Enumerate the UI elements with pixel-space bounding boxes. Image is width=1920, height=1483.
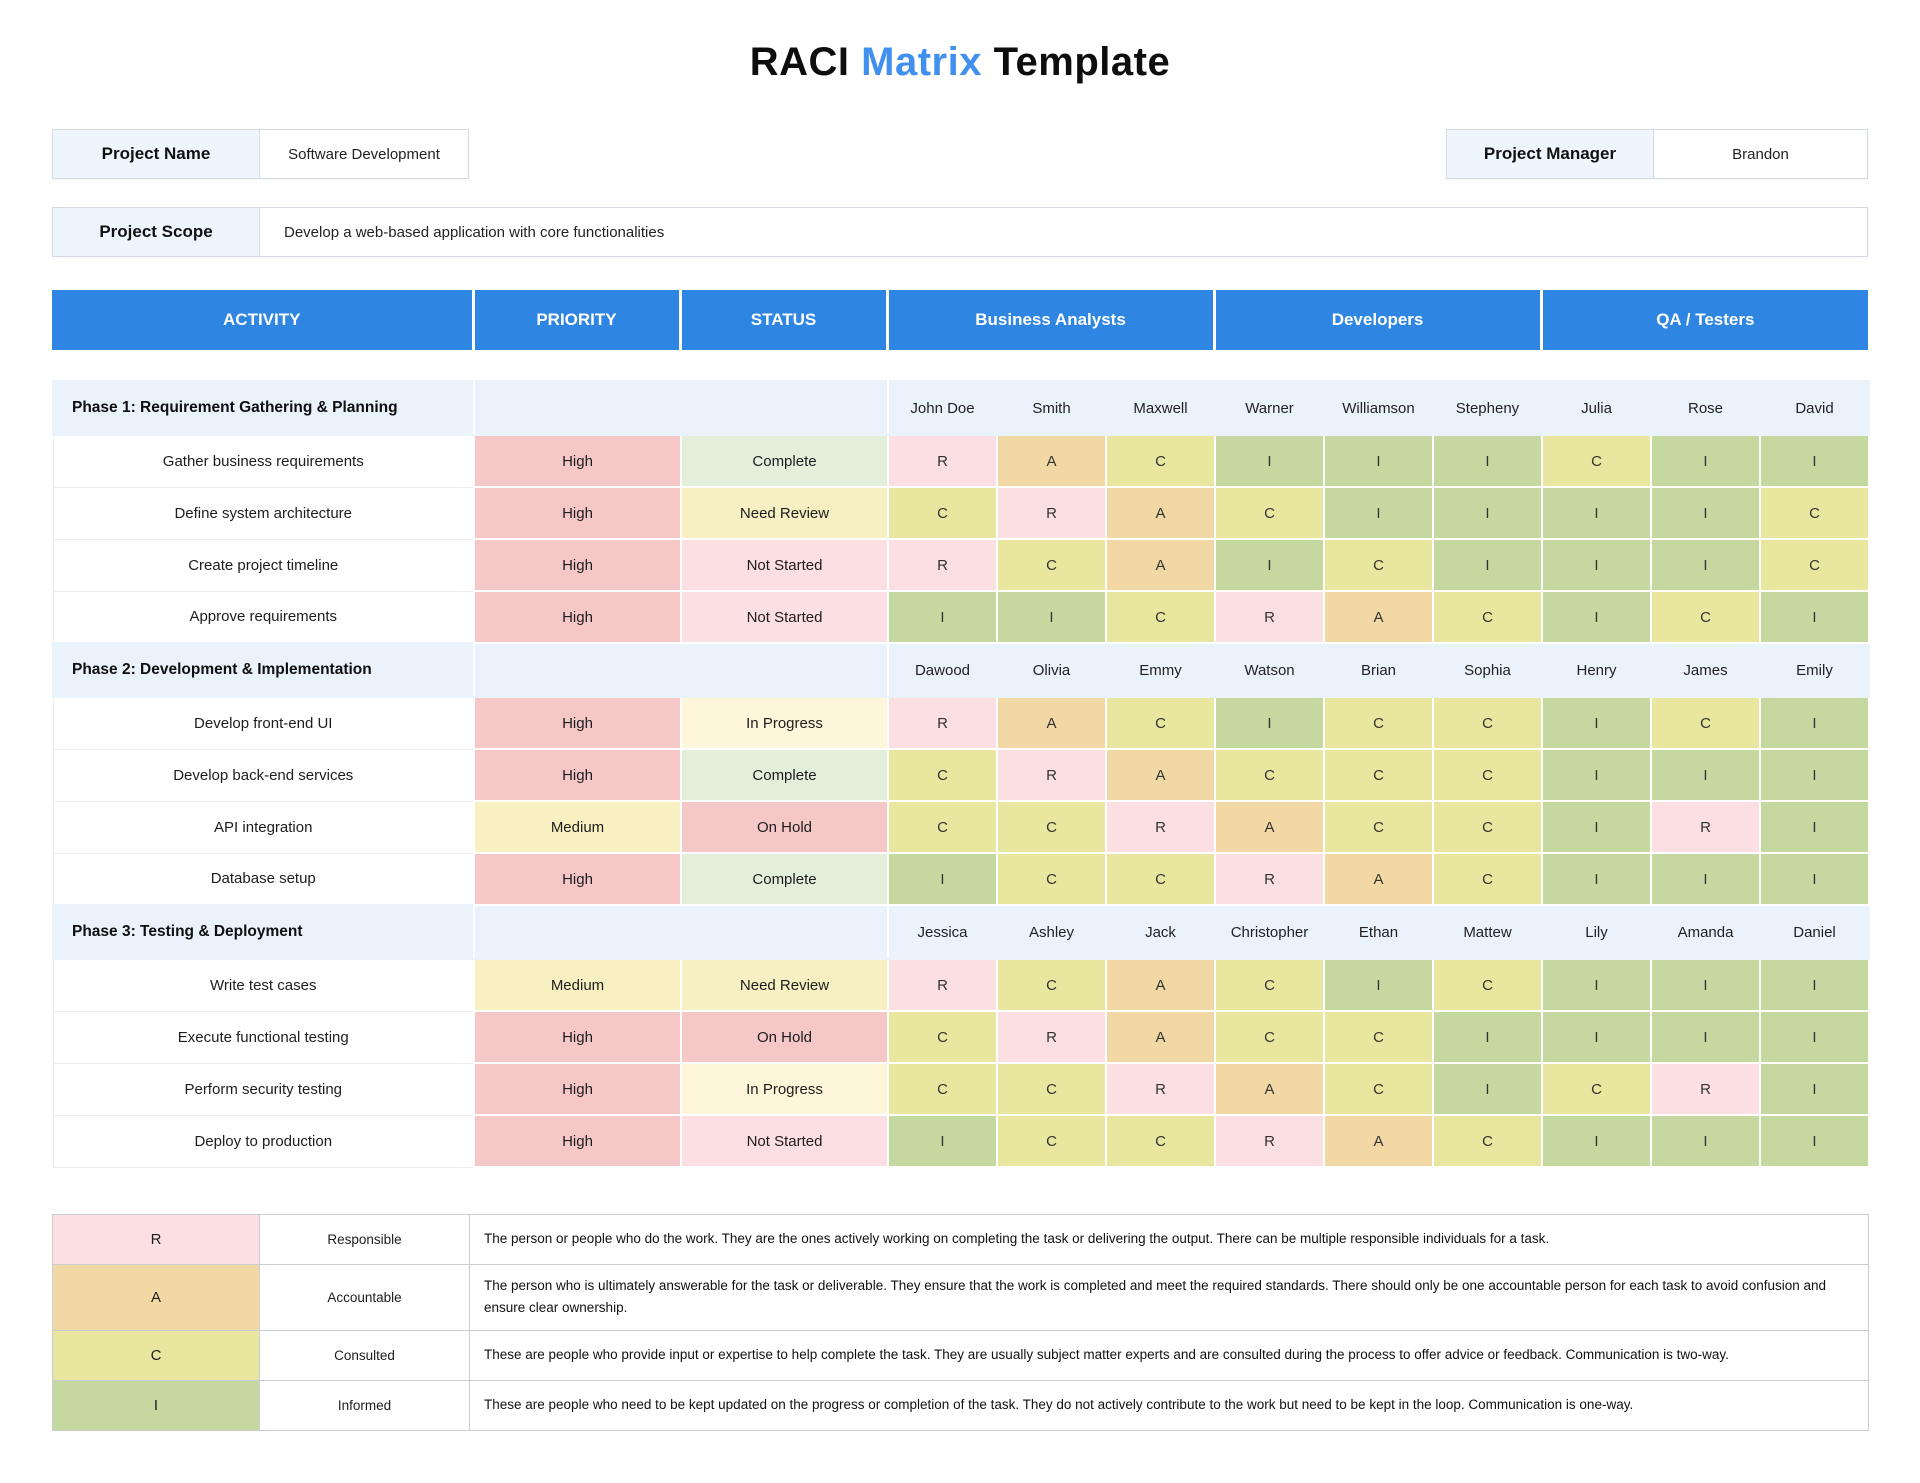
person-name: Lily bbox=[1542, 905, 1651, 959]
person-name: Ethan bbox=[1324, 905, 1433, 959]
activity-row bbox=[53, 1011, 1869, 1063]
matrix-header-table bbox=[52, 290, 1868, 350]
raci-cell: I bbox=[1651, 487, 1760, 539]
raci-cell: C bbox=[1215, 959, 1324, 1011]
raci-cell: C bbox=[1324, 801, 1433, 853]
activity-row bbox=[53, 435, 1869, 487]
column-header-status: STATUS bbox=[680, 290, 887, 350]
priority-cell: High bbox=[474, 697, 681, 749]
raci-cell: C bbox=[1106, 853, 1215, 905]
legend-name: Responsible bbox=[260, 1215, 470, 1265]
phase-spacer bbox=[474, 643, 888, 697]
raci-cell: C bbox=[1215, 749, 1324, 801]
raci-cell: R bbox=[997, 1011, 1106, 1063]
matrix-body bbox=[53, 381, 1869, 1167]
activity-row bbox=[53, 591, 1869, 643]
activity-row bbox=[53, 1063, 1869, 1115]
person-name: Julia bbox=[1542, 381, 1651, 435]
priority-cell: High bbox=[474, 1011, 681, 1063]
activity-row bbox=[53, 487, 1869, 539]
person-name: Ashley bbox=[997, 905, 1106, 959]
raci-cell: R bbox=[1106, 1063, 1215, 1115]
activity-row bbox=[53, 539, 1869, 591]
person-name: John Doe bbox=[888, 381, 997, 435]
priority-cell: Medium bbox=[474, 801, 681, 853]
project-manager-box bbox=[1446, 129, 1868, 179]
raci-cell: I bbox=[1542, 853, 1651, 905]
activity-label: Deploy to production bbox=[53, 1115, 474, 1167]
activity-row bbox=[53, 749, 1869, 801]
raci-cell: I bbox=[1542, 749, 1651, 801]
legend-description: These are people who provide input or expertise to help complete the task. They are usually subject matter experts and are consulted during the process to offer advice or feedback. Communication is two-way. bbox=[470, 1330, 1869, 1380]
status-cell: Not Started bbox=[681, 1115, 888, 1167]
raci-cell: C bbox=[1433, 591, 1542, 643]
raci-cell: R bbox=[1215, 1115, 1324, 1167]
raci-cell: A bbox=[1106, 487, 1215, 539]
legend-description: The person or people who do the work. They are the ones actively working on completing the task or delivering the output. There can be multiple responsible individuals for a task. bbox=[470, 1215, 1869, 1265]
person-name: James bbox=[1651, 643, 1760, 697]
raci-cell: I bbox=[1651, 749, 1760, 801]
raci-cell: I bbox=[1651, 1115, 1760, 1167]
activity-row bbox=[53, 801, 1869, 853]
title-part-raci: RACI bbox=[749, 40, 850, 84]
raci-cell: I bbox=[1651, 539, 1760, 591]
status-cell: Complete bbox=[681, 853, 888, 905]
legend-swatch: A bbox=[53, 1265, 260, 1331]
phase-spacer bbox=[474, 381, 888, 435]
raci-cell: C bbox=[888, 1011, 997, 1063]
person-name: Emily bbox=[1760, 643, 1869, 697]
raci-cell: C bbox=[1324, 749, 1433, 801]
raci-cell: C bbox=[1106, 435, 1215, 487]
raci-cell: R bbox=[997, 487, 1106, 539]
raci-cell: R bbox=[1651, 801, 1760, 853]
project-manager-label: Project Manager bbox=[1447, 130, 1654, 178]
raci-cell: R bbox=[1215, 591, 1324, 643]
legend-swatch: C bbox=[53, 1330, 260, 1380]
raci-cell: A bbox=[1106, 539, 1215, 591]
priority-cell: High bbox=[474, 1115, 681, 1167]
status-cell: Not Started bbox=[681, 591, 888, 643]
group-header-business-analysts: Business Analysts bbox=[887, 290, 1214, 350]
project-name-label: Project Name bbox=[53, 130, 260, 178]
person-name: Sophia bbox=[1433, 643, 1542, 697]
project-name-box bbox=[52, 129, 469, 179]
raci-cell: C bbox=[1651, 697, 1760, 749]
phase-title: Phase 1: Requirement Gathering & Planning bbox=[53, 381, 474, 435]
raci-cell: A bbox=[997, 435, 1106, 487]
activity-label: Gather business requirements bbox=[53, 435, 474, 487]
raci-cell: I bbox=[1760, 959, 1869, 1011]
raci-cell: C bbox=[1651, 591, 1760, 643]
raci-cell: C bbox=[997, 959, 1106, 1011]
person-name: Brian bbox=[1324, 643, 1433, 697]
person-name: Olivia bbox=[997, 643, 1106, 697]
raci-cell: R bbox=[888, 539, 997, 591]
activity-label: Database setup bbox=[53, 853, 474, 905]
activity-row bbox=[53, 959, 1869, 1011]
raci-cell: I bbox=[1324, 435, 1433, 487]
raci-cell: C bbox=[1106, 591, 1215, 643]
raci-cell: I bbox=[1651, 1011, 1760, 1063]
legend-swatch: I bbox=[53, 1380, 260, 1430]
priority-cell: High bbox=[474, 487, 681, 539]
legend-row bbox=[53, 1265, 1869, 1331]
raci-cell: I bbox=[1760, 435, 1869, 487]
page-title bbox=[52, 0, 1868, 85]
activity-label: Approve requirements bbox=[53, 591, 474, 643]
raci-cell: C bbox=[1324, 1011, 1433, 1063]
raci-cell: I bbox=[1542, 959, 1651, 1011]
status-cell: On Hold bbox=[681, 1011, 888, 1063]
activity-row bbox=[53, 853, 1869, 905]
activity-label: Define system architecture bbox=[53, 487, 474, 539]
legend-description: These are people who need to be kept updated on the progress or completion of the task. They do not actively contribute to the work but need to be kept in the loop. Communication is one-way. bbox=[470, 1380, 1869, 1430]
raci-cell: C bbox=[1760, 539, 1869, 591]
person-name: Mattew bbox=[1433, 905, 1542, 959]
priority-cell: High bbox=[474, 749, 681, 801]
priority-cell: High bbox=[474, 539, 681, 591]
raci-cell: R bbox=[1651, 1063, 1760, 1115]
raci-cell: C bbox=[1324, 539, 1433, 591]
raci-cell: A bbox=[1324, 1115, 1433, 1167]
legend-description: The person who is ultimately answerable for the task or deliverable. They ensure that the work is completed and meet the required standards. There should only be one accountable person for each task to avoid confusion and ensure clear ownership. bbox=[470, 1265, 1869, 1331]
raci-cell: I bbox=[1760, 853, 1869, 905]
raci-cell: A bbox=[1324, 853, 1433, 905]
raci-cell: C bbox=[1324, 1063, 1433, 1115]
raci-cell: I bbox=[1760, 1115, 1869, 1167]
priority-cell: High bbox=[474, 591, 681, 643]
person-name: Watson bbox=[1215, 643, 1324, 697]
raci-cell: I bbox=[1433, 435, 1542, 487]
person-name: Jessica bbox=[888, 905, 997, 959]
raci-cell: I bbox=[1542, 1115, 1651, 1167]
project-scope-box bbox=[52, 207, 1868, 257]
activity-label: Develop front-end UI bbox=[53, 697, 474, 749]
phase-header-row bbox=[53, 643, 1869, 697]
raci-cell: I bbox=[1215, 539, 1324, 591]
phase-title: Phase 3: Testing & Deployment bbox=[53, 905, 474, 959]
raci-cell: A bbox=[1215, 1063, 1324, 1115]
matrix-header-row bbox=[52, 290, 1868, 350]
person-name: Williamson bbox=[1324, 381, 1433, 435]
phase-header-row bbox=[53, 905, 1869, 959]
raci-cell: C bbox=[1215, 1011, 1324, 1063]
person-name: Amanda bbox=[1651, 905, 1760, 959]
status-cell: On Hold bbox=[681, 801, 888, 853]
raci-cell: A bbox=[1324, 591, 1433, 643]
person-name: Smith bbox=[997, 381, 1106, 435]
group-header-qa-testers: QA / Testers bbox=[1541, 290, 1868, 350]
raci-cell: R bbox=[888, 959, 997, 1011]
legend-body bbox=[53, 1215, 1869, 1431]
raci-cell: R bbox=[997, 749, 1106, 801]
raci-cell: C bbox=[997, 801, 1106, 853]
status-cell: Need Review bbox=[681, 487, 888, 539]
person-name: Warner bbox=[1215, 381, 1324, 435]
person-name: David bbox=[1760, 381, 1869, 435]
person-name: Maxwell bbox=[1106, 381, 1215, 435]
group-header-developers: Developers bbox=[1214, 290, 1541, 350]
raci-cell: I bbox=[1433, 487, 1542, 539]
person-name: Henry bbox=[1542, 643, 1651, 697]
project-scope-value: Develop a web-based application with core functionalities bbox=[284, 223, 665, 241]
raci-cell: C bbox=[1433, 853, 1542, 905]
raci-cell: C bbox=[888, 487, 997, 539]
raci-cell: C bbox=[888, 801, 997, 853]
legend-name: Accountable bbox=[260, 1265, 470, 1331]
raci-cell: I bbox=[1651, 959, 1760, 1011]
legend-row bbox=[53, 1380, 1869, 1430]
status-cell: Complete bbox=[681, 435, 888, 487]
raci-cell: I bbox=[1651, 435, 1760, 487]
raci-cell: C bbox=[1106, 1115, 1215, 1167]
activity-label: Write test cases bbox=[53, 959, 474, 1011]
raci-cell: A bbox=[1106, 959, 1215, 1011]
raci-cell: I bbox=[1760, 1011, 1869, 1063]
person-name: Jack bbox=[1106, 905, 1215, 959]
phase-spacer bbox=[474, 905, 888, 959]
person-name: Stepheny bbox=[1433, 381, 1542, 435]
raci-cell: A bbox=[1215, 801, 1324, 853]
raci-cell: R bbox=[1106, 801, 1215, 853]
raci-cell: I bbox=[1215, 697, 1324, 749]
raci-cell: I bbox=[1324, 959, 1433, 1011]
legend-name: Consulted bbox=[260, 1330, 470, 1380]
raci-cell: C bbox=[997, 853, 1106, 905]
raci-cell: I bbox=[1542, 539, 1651, 591]
raci-cell: I bbox=[888, 853, 997, 905]
person-name: Emmy bbox=[1106, 643, 1215, 697]
raci-legend-table bbox=[52, 1214, 1869, 1431]
raci-cell: C bbox=[888, 1063, 997, 1115]
raci-cell: A bbox=[1106, 1011, 1215, 1063]
raci-cell: C bbox=[1324, 697, 1433, 749]
legend-name: Informed bbox=[260, 1380, 470, 1430]
activity-label: API integration bbox=[53, 801, 474, 853]
raci-cell: I bbox=[1651, 853, 1760, 905]
status-cell: In Progress bbox=[681, 1063, 888, 1115]
raci-cell: C bbox=[1433, 1115, 1542, 1167]
raci-cell: I bbox=[1542, 1011, 1651, 1063]
raci-cell: C bbox=[997, 1063, 1106, 1115]
activity-label: Execute functional testing bbox=[53, 1011, 474, 1063]
raci-cell: I bbox=[1542, 801, 1651, 853]
legend-row bbox=[53, 1330, 1869, 1380]
raci-cell: R bbox=[1215, 853, 1324, 905]
status-cell: In Progress bbox=[681, 697, 888, 749]
raci-cell: I bbox=[1760, 591, 1869, 643]
legend-swatch: R bbox=[53, 1215, 260, 1265]
person-name: Dawood bbox=[888, 643, 997, 697]
activity-row bbox=[53, 1115, 1869, 1167]
raci-cell: C bbox=[1433, 959, 1542, 1011]
raci-cell: C bbox=[1433, 801, 1542, 853]
raci-cell: I bbox=[888, 1115, 997, 1167]
person-name: Christopher bbox=[1215, 905, 1324, 959]
title-part-matrix: Matrix bbox=[861, 40, 982, 84]
raci-cell: I bbox=[1760, 697, 1869, 749]
status-cell: Need Review bbox=[681, 959, 888, 1011]
raci-cell: I bbox=[1324, 487, 1433, 539]
raci-cell: C bbox=[1106, 697, 1215, 749]
raci-cell: I bbox=[888, 591, 997, 643]
activity-row bbox=[53, 697, 1869, 749]
activity-label: Create project timeline bbox=[53, 539, 474, 591]
raci-cell: R bbox=[888, 697, 997, 749]
priority-cell: High bbox=[474, 853, 681, 905]
raci-cell: A bbox=[997, 697, 1106, 749]
raci-cell: I bbox=[1760, 801, 1869, 853]
raci-cell: C bbox=[1433, 697, 1542, 749]
raci-cell: C bbox=[888, 749, 997, 801]
raci-cell: A bbox=[1106, 749, 1215, 801]
column-header-activity: ACTIVITY bbox=[52, 290, 473, 350]
status-cell: Not Started bbox=[681, 539, 888, 591]
status-cell: Complete bbox=[681, 749, 888, 801]
priority-cell: High bbox=[474, 435, 681, 487]
legend-row bbox=[53, 1215, 1869, 1265]
raci-matrix-table bbox=[52, 380, 1870, 1168]
raci-cell: I bbox=[1542, 487, 1651, 539]
phase-header-row bbox=[53, 381, 1869, 435]
raci-cell: I bbox=[1215, 435, 1324, 487]
activity-label: Develop back-end services bbox=[53, 749, 474, 801]
raci-cell: I bbox=[1433, 1011, 1542, 1063]
raci-cell: I bbox=[997, 591, 1106, 643]
raci-cell: C bbox=[1760, 487, 1869, 539]
title-part-template: Template bbox=[993, 40, 1171, 84]
raci-cell: I bbox=[1760, 749, 1869, 801]
raci-cell: C bbox=[997, 1115, 1106, 1167]
raci-cell: C bbox=[1215, 487, 1324, 539]
project-manager-value: Brandon bbox=[1732, 145, 1789, 163]
project-name-value: Software Development bbox=[288, 145, 440, 163]
person-name: Daniel bbox=[1760, 905, 1869, 959]
phase-title: Phase 2: Development & Implementation bbox=[53, 643, 474, 697]
priority-cell: Medium bbox=[474, 959, 681, 1011]
raci-cell: I bbox=[1542, 591, 1651, 643]
project-scope-label: Project Scope bbox=[53, 208, 260, 256]
priority-cell: High bbox=[474, 1063, 681, 1115]
raci-cell: R bbox=[888, 435, 997, 487]
raci-cell: I bbox=[1760, 1063, 1869, 1115]
raci-cell: C bbox=[1433, 749, 1542, 801]
activity-label: Perform security testing bbox=[53, 1063, 474, 1115]
column-header-priority: PRIORITY bbox=[473, 290, 680, 350]
project-info-row bbox=[52, 129, 1868, 179]
raci-cell: C bbox=[1542, 1063, 1651, 1115]
raci-cell: I bbox=[1542, 697, 1651, 749]
person-name: Rose bbox=[1651, 381, 1760, 435]
raci-cell: C bbox=[1542, 435, 1651, 487]
raci-cell: I bbox=[1433, 1063, 1542, 1115]
raci-cell: I bbox=[1433, 539, 1542, 591]
raci-cell: C bbox=[997, 539, 1106, 591]
project-scope-row bbox=[52, 207, 1868, 257]
